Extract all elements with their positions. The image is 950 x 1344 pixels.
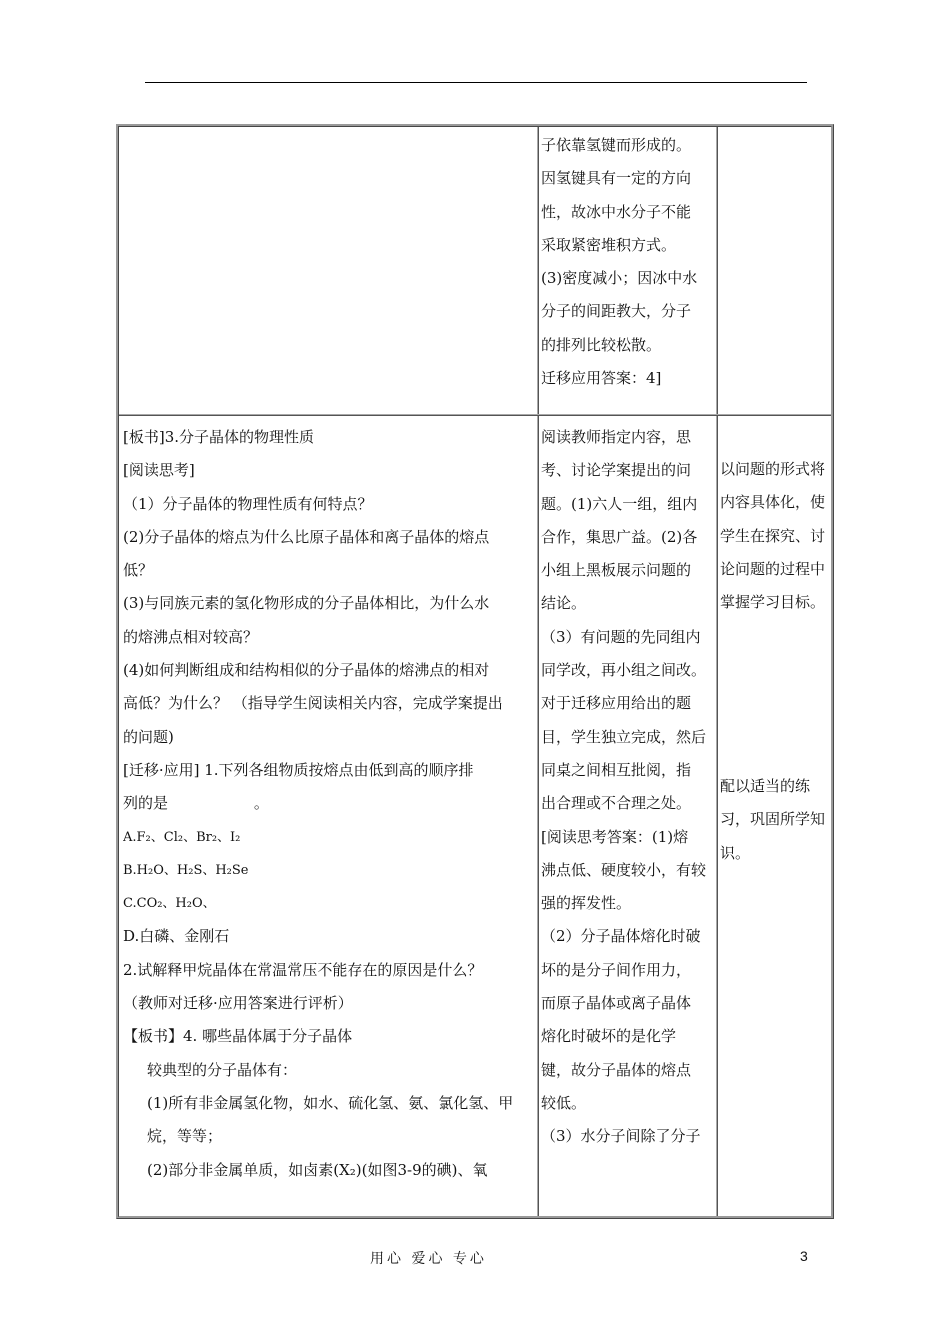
text-line: 低？ — [123, 561, 154, 580]
row-divider — [119, 414, 831, 416]
text-line: (3)与同族元素的氢化物形成的分子晶体相比，为什么水 — [123, 594, 490, 613]
text-line: 合作，集思广益。(2)各 — [541, 527, 698, 546]
option-c: C.CO₂、H₂O、 — [123, 896, 216, 912]
text-line: 以问题的形式将 — [720, 460, 826, 478]
text-line: 出合理或不合理之处。 — [541, 794, 692, 813]
text-line: 内容具体化，使 — [720, 493, 826, 512]
page-footer — [0, 1248, 950, 1270]
option-a: A.F₂、Cl₂、Br₂、I₂ — [123, 829, 241, 845]
text-line: 采取紧密堆积方式。 — [541, 235, 677, 254]
text-line: 考、讨论学案提出的问 — [541, 461, 692, 480]
text-line: [阅读思考] — [123, 461, 195, 480]
text-line: 同学改，再小组之间改。 — [541, 661, 707, 680]
text-line: 阅读教师指定内容，思 — [541, 428, 692, 446]
text-line: 而原子晶体或离子晶体 — [541, 994, 692, 1013]
student-activity-cell — [541, 421, 716, 1154]
text-line: 同桌之间相互批阅，指 — [541, 760, 692, 779]
text-line: （1）分子晶体的物理性质有何特点？ — [123, 494, 373, 513]
text-line: 性，故冰中水分子不能 — [541, 202, 692, 221]
text-line: （3）有问题的先同组内 — [541, 627, 701, 646]
text-line: 沸点低、硬度较小，有较 — [541, 860, 707, 879]
text-line: 掌握学习目标。 — [720, 593, 826, 612]
text-line: 熔化时破坏的是化学 — [541, 1027, 677, 1046]
text-line: 识。 — [720, 843, 751, 862]
text-line: (3)密度减小；因冰中水 — [541, 269, 698, 288]
text-line: 高低？为什么？ （指导学生阅读相关内容，完成学案提出 — [123, 694, 503, 713]
text-line: 键，故分子晶体的熔点 — [541, 1060, 692, 1079]
text-line: 分子的间距教大，分子 — [541, 302, 692, 321]
design-intent-block-1 — [720, 453, 833, 619]
text-line: 烷，等等； — [147, 1127, 223, 1146]
option-d: D.白磷、金刚石 — [123, 927, 230, 946]
teacher-activity-cell — [123, 421, 537, 1187]
text-line: 的熔沸点相对较高？ — [123, 627, 259, 646]
text-line: 配以适当的练 — [720, 777, 811, 795]
text-line: 强的挥发性。 — [541, 894, 632, 913]
text-line: 目，学生独立完成，然后 — [541, 727, 707, 746]
text-line: [阅读思考答案：(1)熔 — [541, 827, 689, 846]
text-line: 的问题) — [123, 727, 174, 746]
text-line: 迁移应用答案：4] — [541, 369, 662, 388]
column-divider-1 — [537, 127, 539, 1216]
text-line: 习，巩固所学知 — [720, 810, 826, 829]
text-line: 因氢键具有一定的方向 — [541, 169, 692, 188]
design-intent-block-2 — [720, 770, 833, 870]
lesson-table — [116, 124, 834, 1219]
text-line: （教师对迁移·应用答案进行评析） — [123, 994, 353, 1013]
text-line: (1)所有非金属氢化物，如水、硫化氢、氨、氯化氢、甲 — [147, 1093, 514, 1112]
text-line: 论问题的过程中 — [720, 559, 826, 578]
text-line: 对于迁移应用给出的题 — [541, 694, 692, 713]
text-line: (4)如何判断组成和结构相似的分子晶体的熔沸点的相对 — [123, 661, 490, 680]
top-row-student-activity — [541, 129, 716, 395]
text-line: [板书]3.分子晶体的物理性质 — [123, 428, 315, 446]
text-line: 结论。 — [541, 594, 587, 613]
column-divider-2 — [716, 127, 718, 1216]
text-line: 小组上黑板展示问题的 — [541, 561, 692, 580]
text-line: [迁移·应用] 1.下列各组物质按熔点由低到高的顺序排 — [123, 760, 474, 779]
header-rule — [145, 82, 807, 83]
text-line: 列的是 。 — [123, 794, 269, 813]
text-line: 题。(1)六人一组，组内 — [541, 494, 698, 513]
text-line: 较低。 — [541, 1093, 587, 1112]
text-line: 学生在探究、讨 — [720, 526, 826, 545]
text-line: 2.试解释甲烷晶体在常温常压不能存在的原因是什么？ — [123, 960, 483, 979]
text-line: 的排列比较松散。 — [541, 335, 662, 354]
text-line: 较典型的分子晶体有： — [147, 1060, 298, 1079]
footer-motto: 用心 爱心 专心 — [370, 1251, 487, 1267]
option-b: B.H₂O、H₂S、H₂Se — [123, 862, 249, 878]
text-line: 子依靠氢键而形成的。 — [541, 136, 692, 154]
text-line: （2）分子晶体熔化时破 — [541, 927, 701, 946]
text-line: （3）水分子间除了分子 — [541, 1127, 701, 1146]
text-line: 【板书】4. 哪些晶体属于分子晶体 — [123, 1027, 353, 1046]
text-line: 坏的是分子间作用力， — [541, 960, 692, 979]
text-line: (2)分子晶体的熔点为什么比原子晶体和离子晶体的熔点 — [123, 527, 490, 546]
page-number: 3 — [800, 1248, 808, 1264]
text-line: (2)部分非金属单质，如卤素(X₂)(如图3-9的碘)、氧 — [147, 1160, 488, 1179]
